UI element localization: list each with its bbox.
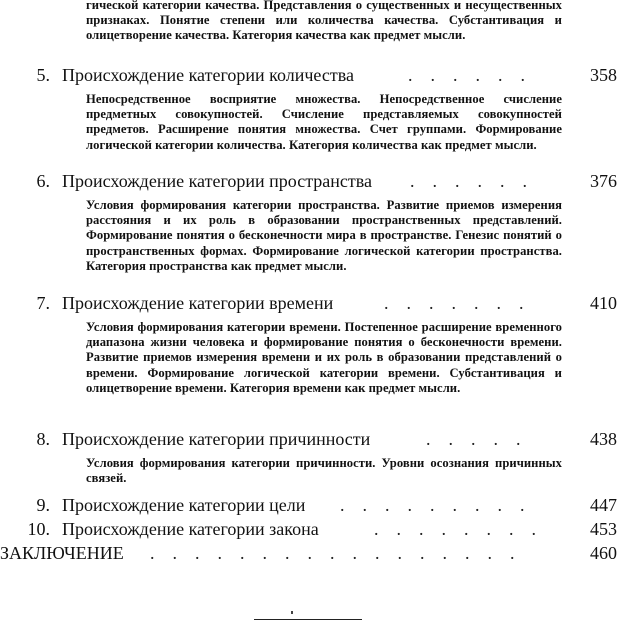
section-6-description: Условия формирования категории пространства. Развитие приемов измерения расстояния и их роль в образовании пространственных представлений. Формирование понятия о бесконечности мира в пространстве. Генезис понятий о пространственных формах. Формирование логической категории пространства. Категория пространства как предмет мысли. <box>86 198 562 273</box>
entry-number: 8. <box>36 429 50 449</box>
entry-page-number: 438 <box>590 429 617 449</box>
toc-entry-5[interactable] <box>0 64 620 86</box>
entry-title: Происхождение категории пространства <box>62 171 373 191</box>
entry-page-number: 410 <box>590 293 617 313</box>
entry-title: Происхождение категории количества <box>62 65 354 85</box>
section-4-description: гической категории качества. Представления о существенных и несущественных признаках. Понятие степени или количества качества. Субстантивация и олицетворение качества. Категория качества как предмет мысли. <box>86 0 562 43</box>
toc-entry-8[interactable] <box>0 428 620 450</box>
entry-page-number: 453 <box>590 519 617 539</box>
entry-page-number: 460 <box>590 543 617 563</box>
entry-title: Происхождение категории причинности <box>62 429 371 449</box>
leader-dots: . . . . . . . . <box>374 519 536 539</box>
print-speck <box>291 611 293 614</box>
entry-number: 10. <box>27 519 50 539</box>
entry-number: 9. <box>36 495 50 515</box>
section-7-description: Условия формирования категории времени. Постепенное расширение временного диапазона жизни человека и формирование понятия о бесконечности времени. Развитие приемов измерения времени и их роль в образовании представлений о времени. Формирование логической категории времени. Субстантивация и олицетворение времени. Категория времени как предмет мысли. <box>86 320 562 395</box>
entry-number: 7. <box>36 293 50 313</box>
toc-entry-conclusion[interactable] <box>0 542 620 564</box>
toc-entry-10[interactable] <box>0 518 620 540</box>
section-5-description: Непосредственное восприятие множества. Непосредственное счисление предметных совокупностей. Счисление представляемых совокупностей предметов. Расширение понятия множества. Счет группами. Формирование логической категории количества. Категория количества как предмет мысли. <box>86 92 562 152</box>
leader-dots: . . . . . . . . . . . . . . . . . <box>150 543 515 563</box>
entry-title: Происхождение категории закона <box>62 519 319 539</box>
toc-entry-6[interactable] <box>0 170 620 192</box>
section-8-description: Условия формирования категории причинности. Уровни осознания причинных связей. <box>86 456 562 486</box>
entry-title: ЗАКЛЮЧЕНИЕ <box>0 543 124 563</box>
entry-title: Происхождение категории цели <box>62 495 306 515</box>
leader-dots: . . . . . . . <box>384 293 524 313</box>
entry-number: 6. <box>36 171 50 191</box>
entry-title: Происхождение категории времени <box>62 293 334 313</box>
entry-number: 5. <box>36 65 50 85</box>
leader-dots: . . . . . <box>426 429 521 449</box>
leader-dots: . . . . . . <box>410 171 527 191</box>
footer-rule <box>254 619 362 620</box>
toc-entry-7[interactable] <box>0 292 620 314</box>
leader-dots: . . . . . . <box>408 65 525 85</box>
entry-page-number: 376 <box>590 171 617 191</box>
leader-dots: . . . . . . . . . <box>340 495 525 515</box>
entry-page-number: 447 <box>590 495 617 515</box>
toc-entry-9[interactable] <box>0 494 620 516</box>
entry-page-number: 358 <box>590 65 617 85</box>
